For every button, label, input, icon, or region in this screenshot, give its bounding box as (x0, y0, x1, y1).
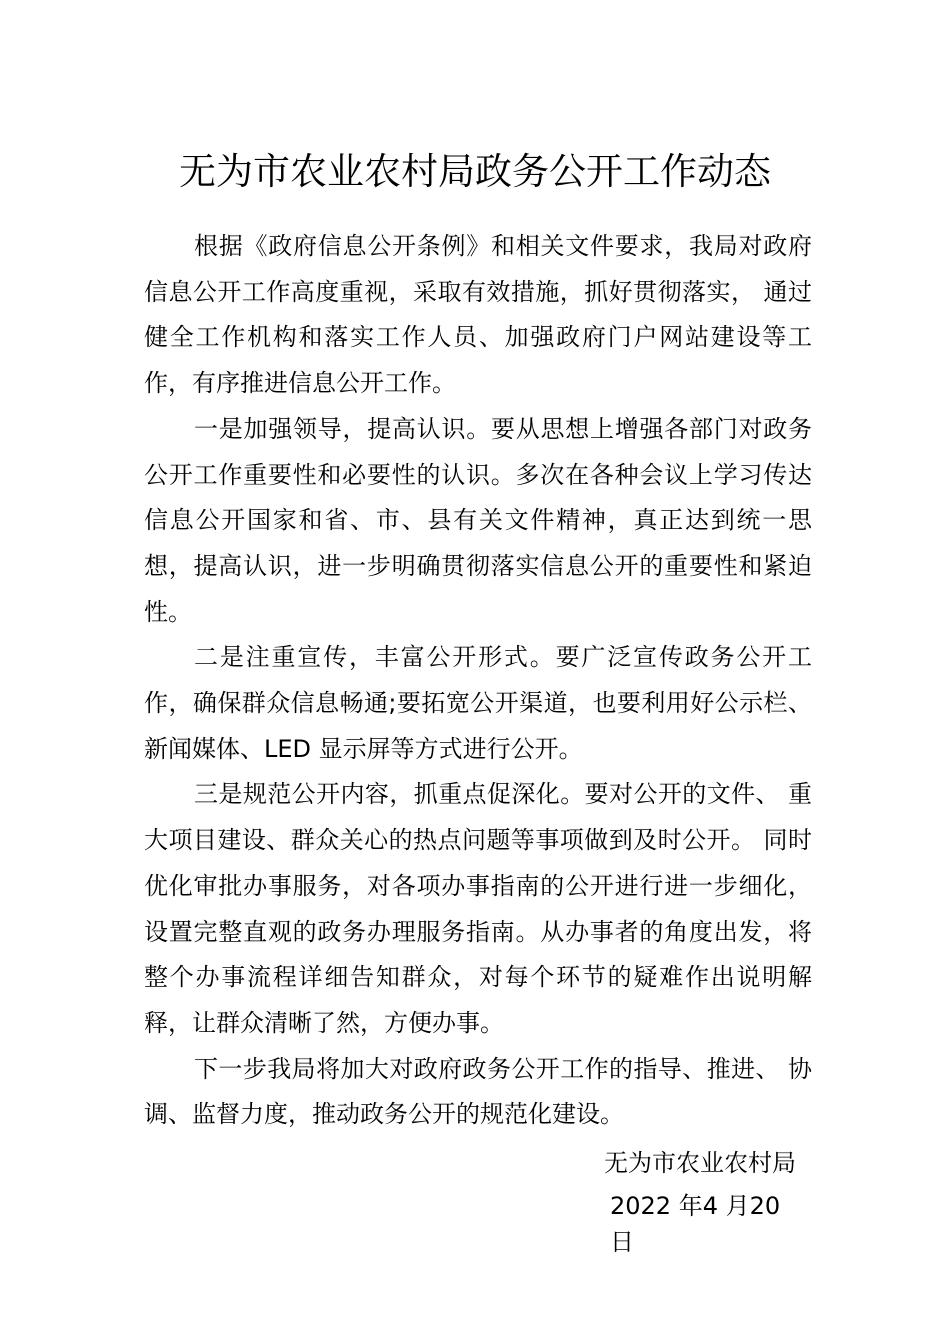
paragraph-point-one: 一是加强领导，提高认识。要从思想上增强各部门对政务公开工作重要性和必要性的认识。多次在各种会议上学习传达信息公开国家和省、市、县有关文件精神，真正达到统一思想，提高认识，进一步明确贯彻落实信息公开的重要性和紧迫性。 (144, 414, 812, 626)
signature-block (604, 1142, 814, 1260)
signature-organization: 无为市农业农村局 (604, 1149, 796, 1177)
paragraph-intro: 根据《政府信息公开条例》和相关文件要求，我局对政府信息公开工作高度重视，采取有效措施，抓好贯彻落实， 通过健全工作机构和落实工作人员、加强政府门户网站建设等工作，有序推进信息公开工作。 (144, 232, 812, 398)
document-body (144, 224, 812, 1138)
document-title: 无为市农业农村局政务公开工作动态 (179, 150, 771, 193)
paragraph-next-step: 下一步我局将加大对政府政务公开工作的指导、推进、 协调、监督力度，推动政务公开的规范化建设。 (144, 1054, 812, 1129)
signature-date: 2022 年4 月20 日 (610, 1192, 781, 1256)
paragraph-point-three: 三是规范公开内容，抓重点促深化。要对公开的文件、 重大项目建设、群众关心的热点问题等事项做到及时公开。 同时优化审批办事服务，对各项办事指南的公开进行进一步细化，设置完整直观的政务办理服务指南。从办事者的角度出发，将整个办事流程详细告知群众，对每个环节的疑难作出说明解释，让群众清晰了然，方便办事。 (144, 780, 812, 1037)
paragraph-point-two: 二是注重宣传，丰富公开形式。要广泛宣传政务公开工作，确保群众信息畅通;要拓宽公开渠道，也要利用好公示栏、新闻媒体、LED 显示屏等方式进行公开。 (144, 643, 812, 763)
